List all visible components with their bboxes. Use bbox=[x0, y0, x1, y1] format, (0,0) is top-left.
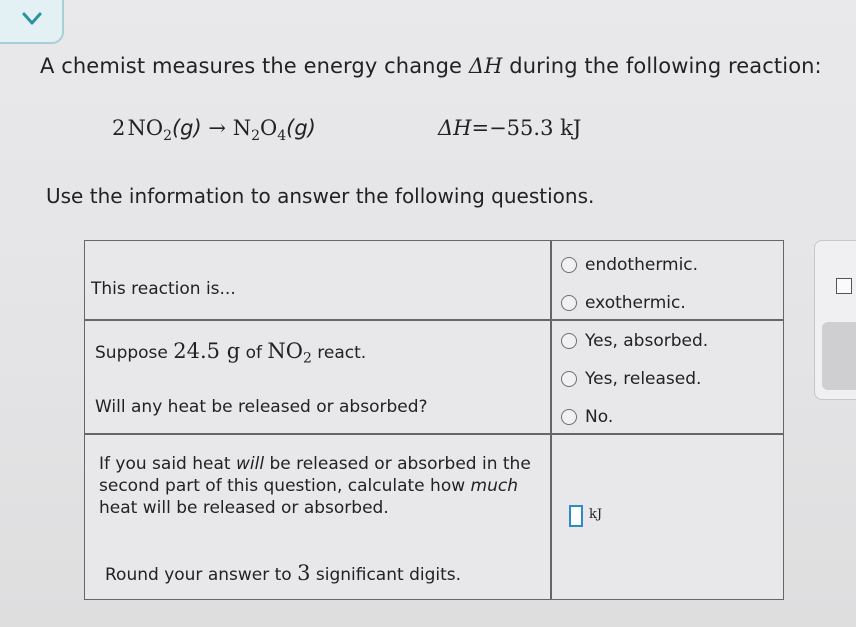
product-subscript-1: 2 bbox=[251, 128, 260, 144]
react-word: react. bbox=[311, 343, 367, 363]
radio-button[interactable] bbox=[561, 333, 577, 349]
enthalpy-change bbox=[438, 116, 581, 140]
answer-unit: kJ bbox=[589, 507, 603, 522]
q3-part-c: be released or absorbed in the second part of this question, calculate how bbox=[99, 454, 531, 496]
round-text-start: Round your answer to bbox=[105, 565, 298, 585]
sig-figs: 3 bbox=[297, 561, 311, 585]
mass-unit: g bbox=[220, 339, 241, 363]
option-yes-absorbed[interactable] bbox=[561, 331, 708, 351]
chevron-down-icon bbox=[22, 12, 42, 26]
row-divider-1 bbox=[85, 319, 783, 321]
q1-text: This reaction is... bbox=[91, 279, 236, 299]
mass-value: 24.5 bbox=[173, 339, 221, 363]
q3-rounding bbox=[105, 561, 461, 585]
option-label: Yes, absorbed. bbox=[585, 331, 709, 351]
prompt-text-start: A chemist measures the energy change bbox=[40, 54, 469, 78]
prompt-text-end: during the following reaction: bbox=[502, 54, 822, 78]
heat-answer-input[interactable] bbox=[569, 505, 583, 527]
reactant-subscript: 2 bbox=[163, 128, 172, 144]
option-yes-released[interactable] bbox=[561, 369, 701, 389]
reaction-arrow: → bbox=[208, 116, 226, 140]
product-subscript-2: 4 bbox=[277, 128, 287, 144]
q3-text bbox=[99, 453, 539, 519]
reactant-formula: NO bbox=[127, 116, 164, 140]
q3-part-a: If you said heat bbox=[99, 454, 236, 474]
of-word: of bbox=[240, 343, 268, 363]
enthalpy-label: ΔH bbox=[438, 116, 472, 140]
q3-emph-will: will bbox=[235, 454, 265, 474]
radio-button[interactable] bbox=[561, 257, 577, 273]
product-n: N bbox=[232, 116, 252, 140]
question-prompt bbox=[40, 54, 822, 78]
enthalpy-value: =−55.3 kJ bbox=[471, 116, 582, 140]
collapse-chevron-button[interactable] bbox=[0, 0, 64, 44]
species-subscript: 2 bbox=[302, 350, 312, 367]
radio-button[interactable] bbox=[561, 295, 577, 311]
q2-question: Will any heat be released or absorbed? bbox=[95, 397, 428, 417]
option-label: Yes, released. bbox=[585, 369, 702, 389]
reaction-equation bbox=[112, 116, 582, 144]
option-endothermic[interactable] bbox=[561, 255, 698, 275]
side-tool-button[interactable] bbox=[822, 322, 856, 390]
checkbox-icon[interactable] bbox=[836, 278, 852, 294]
option-label: exothermic. bbox=[585, 293, 686, 313]
q3-part-e: heat will be released or absorbed. bbox=[99, 498, 389, 518]
q2-suppose bbox=[95, 339, 366, 366]
option-exothermic[interactable] bbox=[561, 293, 686, 313]
reactant-state: (g) bbox=[171, 116, 202, 140]
product-state: (g) bbox=[286, 116, 316, 140]
radio-button[interactable] bbox=[561, 409, 577, 425]
coefficient: 2 bbox=[112, 116, 126, 140]
round-text-end: significant digits. bbox=[310, 565, 462, 585]
option-label: endothermic. bbox=[585, 255, 699, 275]
option-label: No. bbox=[585, 407, 614, 427]
table-column-divider bbox=[550, 241, 552, 599]
suppose-word: Suppose bbox=[95, 343, 174, 363]
question-table bbox=[84, 240, 784, 600]
delta-h-symbol: ΔH bbox=[468, 54, 503, 78]
option-no[interactable] bbox=[561, 407, 613, 427]
product-o: O bbox=[259, 116, 278, 140]
species-formula: NO bbox=[267, 339, 303, 363]
instructions: Use the information to answer the following questions. bbox=[46, 184, 595, 208]
q3-emph-much: much bbox=[470, 476, 518, 496]
radio-button[interactable] bbox=[561, 371, 577, 387]
row-divider-2 bbox=[85, 433, 783, 435]
